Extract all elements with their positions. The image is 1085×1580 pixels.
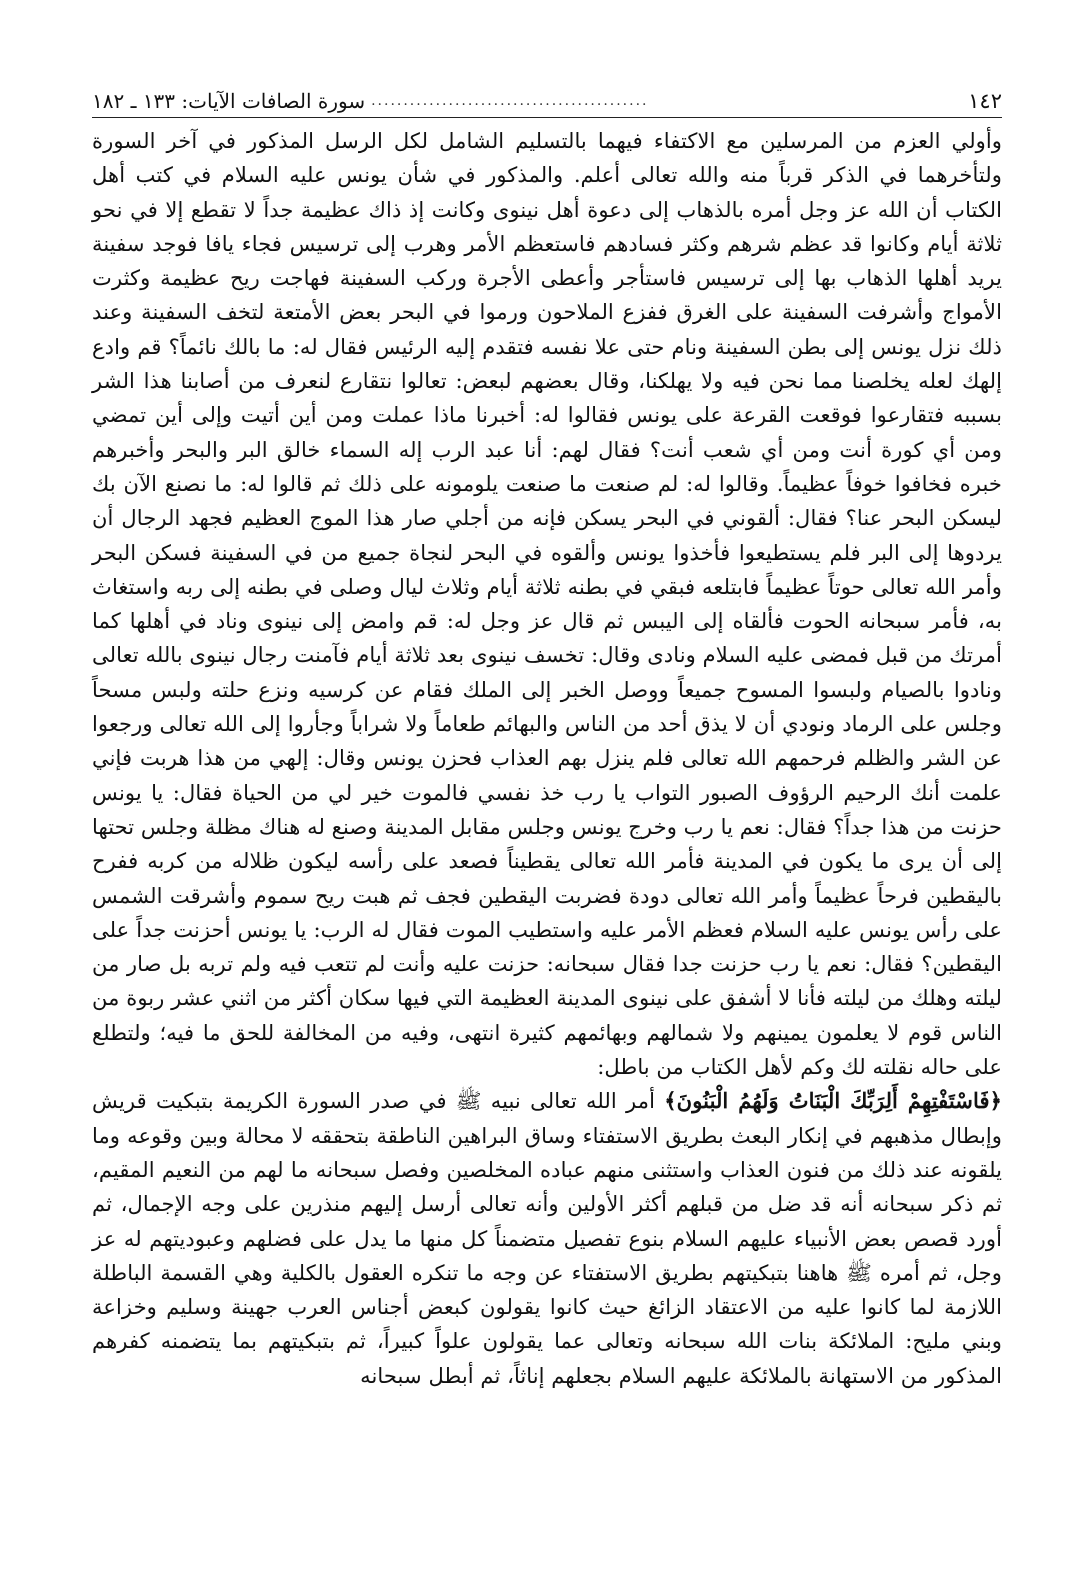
header-title: سورة الصافات الآيات: ١٣٣ ـ ١٨٢ — [92, 89, 366, 113]
body-text — [92, 124, 1002, 1393]
page-number: ١٤٢ — [968, 89, 1002, 113]
paragraph-1: وأولي العزم من المرسلين مع الاكتفاء فيهما بالتسليم الشامل لكل الرسل المذكور في آخر السورة ولتأخرهما في الذكر قرباً منه والله تعالى أعلم. والمذكور في شأن يونس عليه السلام في كتب أهل الكتاب أن الله عز وجل أمره بالذهاب إلى دعوة أهل نينوى وكانت إذ ذاك عظيمة جداً لا تقطع إلا في نحو ثلاثة أيام وكانوا قد عظم شرهم وكثر فسادهم فاستعظم الأمر وهرب إلى ترسيس فجاء يافا فوجد سفينة يريد أهلها الذهاب بها إلى ترسيس فاستأجر وأعطى الأجرة وركب السفينة فهاجت ريح عظيمة وكثرت الأمواج وأشرفت السفينة على الغرق ففزع الملاحون ورموا في البحر بعض الأمتعة لتخف السفينة وعند ذلك نزل يونس إلى بطن السفينة ونام حتى علا نفسه فتقدم إليه الرئيس فقال له: ما بالك نائماً؟ قم وادع إلهك لعله يخلصنا مما نحن فيه ولا يهلكنا، وقال بعضهم لبعض: تعالوا نتقارع لنعرف من أصابنا هذا الشر بسببه فتقارعوا فوقعت القرعة على يونس فقالوا له: أخبرنا ماذا عملت ومن أين أتيت وإلى أين تمضي ومن أي كورة أنت ومن أي شعب أنت؟ فقال لهم: أنا عبد الرب إله السماء خالق البر والبحر وأخبرهم خبره فخافوا خوفاً عظيماً. وقالوا له: لم صنعت ما صنعت يلومونه على ذلك ثم قالوا له: ما نصنع الآن بك ليسكن البحر عنا؟ فقال: ألقوني في البحر يسكن فإنه من أجلي صار هذا الموج العظيم فجهد الرجال أن يردوها إلى البر فلم يستطيعوا فأخذوا يونس وألقوه في البحر لنجاة جميع من في السفينة فسكن البحر وأمر الله تعالى حوتاً عظيماً فابتلعه فبقي في بطنه ثلاثة أيام وثلاث ليال وصلى في بطنه إلى ربه واستغاث به، فأمر سبحانه الحوت فألقاه إلى اليبس ثم قال عز وجل له: قم وامض إلى نينوى وناد في أهلها كما أمرتك من قبل فمضى عليه السلام ونادى وقال: تخسف نينوى بعد ثلاثة أيام فآمنت رجال نينوى بالله تعالى ونادوا بالصيام ولبسوا المسوح جميعاً ووصل الخبر إلى الملك فقام عن كرسيه ونزع حلته ولبس مسحاً وجلس على الرماد ونودي أن لا يذق أحد من الناس والبهائم طعاماً ولا شراباً وجأروا إلى الله تعالى ورجعوا عن الشر والظلم فرحمهم الله تعالى فلم ينزل بهم العذاب فحزن يونس وقال: إلهي من هذا هربت فإني علمت أنك الرحيم الرؤوف الصبور التواب يا رب خذ نفسي فالموت خير لي من الحياة فقال: يا يونس حزنت من هذا جداً؟ فقال: نعم يا رب وخرج يونس وجلس مقابل المدينة وصنع له هناك مظلة وجلس تحتها إلى أن يرى ما يكون في المدينة فأمر الله تعالى يقطيناً فصعد على رأسه ليكون ظلاله من كربه ففرح باليقطين فرحاً عظيماً وأمر الله تعالى دودة فضربت اليقطين فجف ثم هبت ريح سموم وأشرقت الشمس على رأس يونس عليه السلام فعظم الأمر عليه واستطيب الموت فقال له الرب: يا يونس أحزنت جداً على اليقطين؟ فقال: نعم يا رب حزنت جدا فقال سبحانه: حزنت عليه وأنت لم تتعب فيه ولم تربه بل صار من ليلته وهلك من ليلته فأنا لا أشفق على نينوى المدينة العظيمة التي فيها سكان أكثر من اثني عشر ربوة من الناس قوم لا يعلمون يمينهم ولا شمالهم وبهائمهم كثيرة انتهى، وفيه من المخالفة للحق ما فيه؛ ولتطلع على حاله نقلته لك وكم لأهل الكتاب من باطل: — [92, 128, 1002, 1080]
header-title-group — [968, 89, 1002, 113]
header-leader-dots: ........................................... — [371, 93, 649, 109]
paragraph-2 — [92, 1084, 1002, 1393]
running-header — [92, 82, 1002, 118]
verse-open-bracket: ﴿ — [989, 1088, 1002, 1114]
verse-close-bracket: ﴾ — [664, 1088, 677, 1114]
header-title-block — [92, 89, 649, 113]
book-page — [92, 82, 1002, 1557]
paragraph-2-text: أمر الله تعالى نبيه ﷺ في صدر السورة الكريمة بتبكيت قريش وإبطال مذهبهم في إنكار البعث بطريق الاستفتاء وساق البراهين الناطقة بتحققه لا محالة وبين وقوعه وما يلقونه عند ذلك من فنون العذاب واستثنى منهم عباده المخلصين وفصل سبحانه ما لهم من النعيم المقيم، ثم ذكر سبحانه أنه قد ضل من قبلهم أكثر الأولين وأنه تعالى أرسل إليهم منذرين على وجه الإجمال، ثم أورد قصص بعض الأنبياء عليهم السلام بنوع تفصيل متضمناً كل منها ما يدل على فضلهم وعبوديتهم له عز وجل، ثم أمره ﷺ هاهنا بتبكيتهم بطريق الاستفتاء عن وجه ما تنكره العقول بالكلية وهي القسمة الباطلة اللازمة لما كانوا عليه من الاعتقاد الزائغ حيث كانوا يقولون كبعض أجناس العرب جهينة وسليم وخزاعة وبني مليح: الملائكة بنات الله سبحانه وتعالى عما يقولون علواً كبيراً، ثم بتبكيتهم بما يتضمنه كفرهم المذكور من الاستهانة بالملائكة عليهم السلام بجعلهم إناثاً، ثم أبطل سبحانه — [92, 1088, 1002, 1388]
quranic-verse: فَاسْتَفْتِهِمْ أَلِرَبِّكَ الْبَنَاتُ وَلَهُمُ الْبَنُونَ — [676, 1088, 990, 1114]
